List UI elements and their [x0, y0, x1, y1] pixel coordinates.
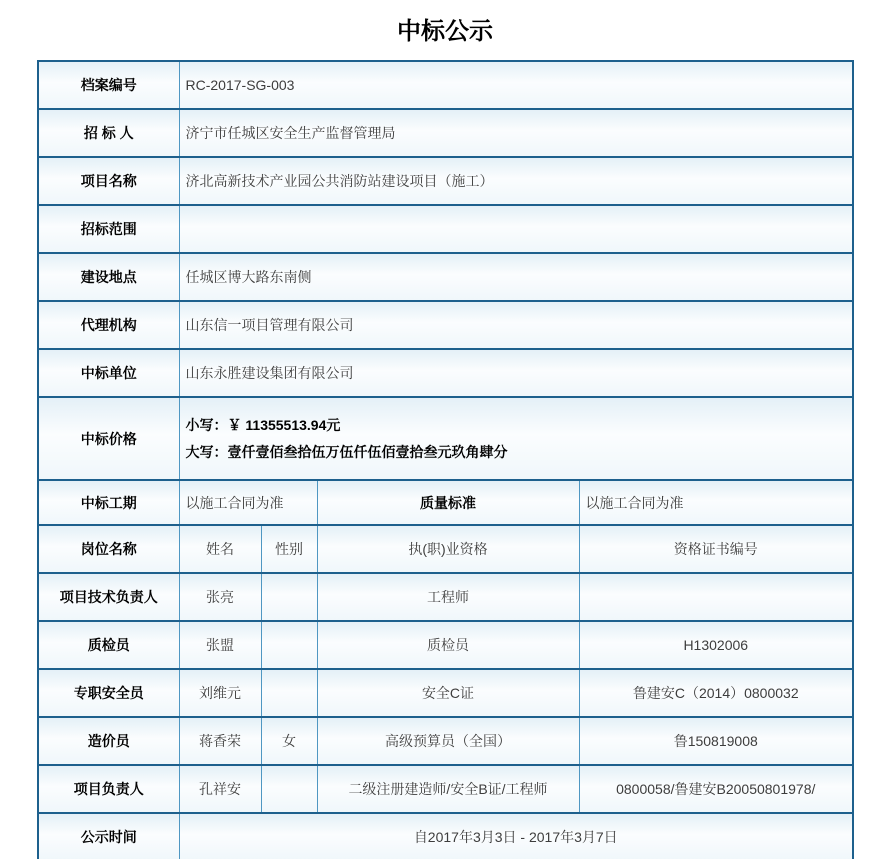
- safety-officer-qualification: 安全C证: [317, 669, 579, 717]
- safety-officer-gender: [261, 669, 317, 717]
- quality-standard-value: 以施工合同为准: [579, 480, 853, 525]
- row-quality-inspector: [38, 621, 853, 669]
- row-tenderee: [38, 109, 853, 157]
- construction-period-value: 以施工合同为准: [179, 480, 317, 525]
- name-header: 姓名: [179, 525, 261, 573]
- quality-inspector-certificate: H1302006: [579, 621, 853, 669]
- project-leader-name: 孔祥安: [179, 765, 261, 813]
- qualification-header: 执(职)业资格: [317, 525, 579, 573]
- bid-price-value: [179, 397, 853, 480]
- safety-officer-name: 刘维元: [179, 669, 261, 717]
- tech-leader-certificate: [579, 573, 853, 621]
- bid-price-numeric: 小写：￥ 11355513.94元: [185, 417, 341, 433]
- tech-leader-label: 项目技术负责人: [38, 573, 179, 621]
- row-publicity-time: [38, 813, 853, 859]
- row-agency: [38, 301, 853, 349]
- quality-inspector-qualification: 质检员: [317, 621, 579, 669]
- row-construction-site: [38, 253, 853, 301]
- safety-officer-label: 专职安全员: [38, 669, 179, 717]
- project-leader-label: 项目负责人: [38, 765, 179, 813]
- archive-number-label: 档案编号: [38, 61, 179, 109]
- tender-scope-label: 招标范围: [38, 205, 179, 253]
- row-tender-scope: [38, 205, 853, 253]
- project-leader-certificate: 0800058/鲁建安B20050801978/: [579, 765, 853, 813]
- position-header-label: 岗位名称: [38, 525, 179, 573]
- publicity-time-value: 自2017年3月3日 - 2017年3月7日: [179, 813, 853, 859]
- construction-period-label: 中标工期: [38, 480, 179, 525]
- winning-bidder-value: 山东永胜建设集团有限公司: [179, 349, 853, 397]
- tender-scope-value: [179, 205, 853, 253]
- quality-inspector-name: 张盟: [179, 621, 261, 669]
- cost-engineer-qualification: 高级预算员（全国）: [317, 717, 579, 765]
- tech-leader-qualification: 工程师: [317, 573, 579, 621]
- bid-announcement-table: [37, 60, 854, 859]
- project-name-value: 济北高新技术产业园公共消防站建设项目（施工）: [179, 157, 853, 205]
- row-position-header: [38, 525, 853, 573]
- cost-engineer-certificate: 鲁150819008: [579, 717, 853, 765]
- page-title: 中标公示: [397, 19, 493, 45]
- row-archive-number: [38, 61, 853, 109]
- winning-bidder-label: 中标单位: [38, 349, 179, 397]
- row-construction-period: [38, 480, 853, 525]
- row-bid-price: [38, 397, 853, 480]
- certificate-header: 资格证书编号: [579, 525, 853, 573]
- agency-label: 代理机构: [38, 301, 179, 349]
- publicity-time-label: 公示时间: [38, 813, 179, 859]
- gender-header: 性别: [261, 525, 317, 573]
- tenderee-value: 济宁市任城区安全生产监督管理局: [179, 109, 853, 157]
- construction-site-value: 任城区博大路东南侧: [179, 253, 853, 301]
- cost-engineer-gender: 女: [261, 717, 317, 765]
- row-safety-officer: [38, 669, 853, 717]
- project-name-label: 项目名称: [38, 157, 179, 205]
- tenderee-label: 招 标 人: [38, 109, 179, 157]
- row-winning-bidder: [38, 349, 853, 397]
- row-tech-leader: [38, 573, 853, 621]
- project-leader-gender: [261, 765, 317, 813]
- tech-leader-gender: [261, 573, 317, 621]
- row-project-name: [38, 157, 853, 205]
- cost-engineer-label: 造价员: [38, 717, 179, 765]
- agency-value: 山东信一项目管理有限公司: [179, 301, 853, 349]
- archive-number-value: RC-2017-SG-003: [179, 61, 853, 109]
- row-cost-engineer: [38, 717, 853, 765]
- bid-price-words: 大写：壹仟壹佰叁拾伍万伍仟伍佰壹拾叁元玖角肆分: [185, 444, 508, 460]
- quality-inspector-gender: [261, 621, 317, 669]
- tech-leader-name: 张亮: [179, 573, 261, 621]
- construction-site-label: 建设地点: [38, 253, 179, 301]
- cost-engineer-name: 蒋香荣: [179, 717, 261, 765]
- row-project-leader: [38, 765, 853, 813]
- bid-price-label: 中标价格: [38, 397, 179, 480]
- project-leader-qualification: 二级注册建造师/安全B证/工程师: [317, 765, 579, 813]
- quality-inspector-label: 质检员: [38, 621, 179, 669]
- safety-officer-certificate: 鲁建安C（2014）0800032: [579, 669, 853, 717]
- quality-standard-label: 质量标准: [317, 480, 579, 525]
